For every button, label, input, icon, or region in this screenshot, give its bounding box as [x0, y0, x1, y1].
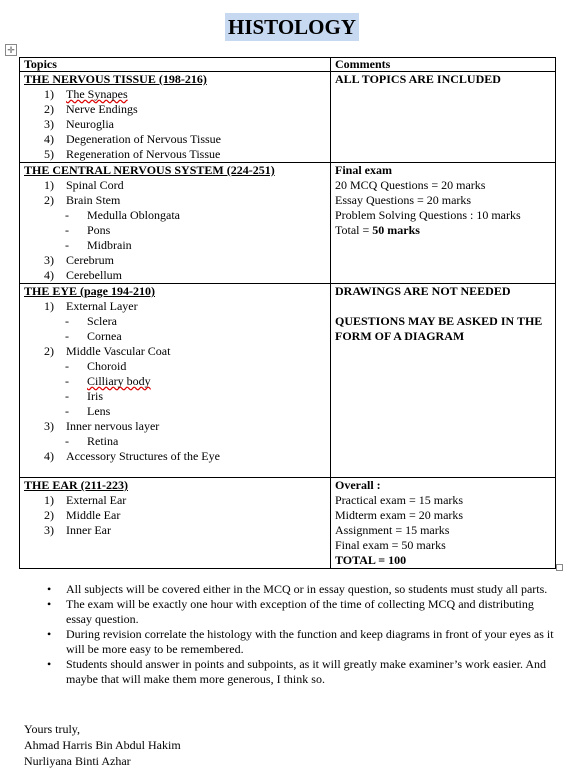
- comment-line: Assignment = 15 marks: [335, 523, 450, 537]
- author-name: Ahmad Harris Bin Abdul Hakim: [24, 738, 181, 752]
- comment-line: Problem Solving Questions : 10 marks: [335, 208, 521, 222]
- comment-line: ALL TOPICS ARE INCLUDED: [335, 72, 501, 86]
- comment-line: DRAWINGS ARE NOT NEEDED: [335, 284, 511, 298]
- list-item: • During revision correlate the histology with the function and keep diagrams in front of your eyes as it will be more easy to be remembered.: [47, 627, 554, 656]
- list-item: 2) Middle Ear: [44, 508, 121, 522]
- list-item: 3) Inner nervous layer: [44, 419, 160, 433]
- table-resize-handle[interactable]: [556, 564, 563, 571]
- section-title: THE EAR (211-223): [24, 478, 129, 492]
- comment-line: Overall :: [335, 478, 381, 492]
- comment-line: QUESTIONS MAY BE ASKED IN THE FORM OF A DIAGRAM: [335, 314, 543, 343]
- bullet-icon: •: [47, 597, 52, 611]
- comment-line: Practical exam = 15 marks: [335, 493, 464, 507]
- comments-cell: [331, 284, 556, 478]
- sub-item: - Retina: [65, 434, 119, 448]
- list-item: 1) Spinal Cord: [44, 178, 124, 192]
- topics-cell: [20, 163, 331, 284]
- section-title: THE CENTRAL NERVOUS SYSTEM (224-251): [24, 163, 275, 177]
- list-item: • The exam will be exactly one hour with exception of the time of collecting MCQ and distributing essay question.: [47, 597, 534, 626]
- sub-item: - Choroid: [65, 359, 127, 373]
- bullet-icon: •: [47, 657, 52, 671]
- list-item: 4) Cerebellum: [44, 268, 122, 282]
- comment-line: TOTAL = 100: [335, 553, 407, 567]
- table-header-row: [20, 58, 556, 72]
- list-item: 5) Regeneration of Nervous Tissue: [44, 147, 221, 161]
- sub-item: - Cornea: [65, 329, 122, 343]
- comment-line: 20 MCQ Questions = 20 marks: [335, 178, 486, 192]
- comments-cell: [331, 163, 556, 284]
- bullet-icon: •: [47, 627, 52, 641]
- comments-cell: [331, 72, 556, 163]
- list-item: 4) Accessory Structures of the Eye: [44, 449, 220, 463]
- list-item: 2) Brain Stem: [44, 193, 121, 207]
- topics-cell: [20, 478, 331, 569]
- notes-list: [0, 582, 560, 687]
- comment-line: Final exam = 50 marks: [335, 538, 446, 552]
- table-move-handle-icon[interactable]: ✛: [5, 44, 17, 56]
- comment-line: Midterm exam = 20 marks: [335, 508, 464, 522]
- list-item: 1) The Synapes: [44, 87, 128, 101]
- table-row: [20, 478, 556, 569]
- sub-item: - Midbrain: [65, 238, 132, 252]
- sub-item: - Cilliary body: [65, 374, 151, 388]
- comment-line: Total = 50 marks: [335, 223, 420, 237]
- closing-line: Yours truly,: [24, 722, 81, 736]
- table-row: [20, 72, 556, 163]
- list-item: 3) Cerebrum: [44, 253, 114, 267]
- header-comments: Comments: [331, 58, 556, 72]
- list-item: 4) Degeneration of Nervous Tissue: [44, 132, 221, 146]
- header-topics: Topics: [20, 58, 331, 72]
- comment-line: Essay Questions = 20 marks: [335, 193, 472, 207]
- document-title: HISTOLOGY: [225, 13, 359, 41]
- table-row: [20, 284, 556, 478]
- comments-cell: [331, 478, 556, 569]
- comment-line: Final exam: [335, 163, 392, 177]
- list-item: 2) Middle Vascular Coat: [44, 344, 171, 358]
- sub-item: - Pons: [65, 223, 111, 237]
- list-item: 3) Neuroglia: [44, 117, 114, 131]
- list-item: 3) Inner Ear: [44, 523, 111, 537]
- syllabus-table: [19, 57, 556, 569]
- table-row: [20, 163, 556, 284]
- signature-block: [24, 721, 181, 769]
- topics-cell: [20, 284, 331, 478]
- sub-item: - Sclera: [65, 314, 117, 328]
- list-item: 1) External Layer: [44, 299, 138, 313]
- list-item: 1) External Ear: [44, 493, 127, 507]
- sub-item: - Lens: [65, 404, 111, 418]
- topics-cell: [20, 72, 331, 163]
- section-title: THE EYE (page 194-210): [24, 284, 156, 298]
- list-item: 2) Nerve Endings: [44, 102, 138, 116]
- sub-item: - Medulla Oblongata: [65, 208, 180, 222]
- section-title: THE NERVOUS TISSUE (198-216): [24, 72, 207, 86]
- bullet-icon: •: [47, 582, 52, 596]
- author-name: Nurliyana Binti Azhar: [24, 754, 131, 768]
- list-item: • Students should answer in points and subpoints, as it will greatly make examiner’s work easier. And maybe that will make them more generous, I think so.: [47, 657, 547, 686]
- sub-item: - Iris: [65, 389, 103, 403]
- list-item: • All subjects will be covered either in the MCQ or in essay question, so students must study all parts.: [47, 582, 548, 596]
